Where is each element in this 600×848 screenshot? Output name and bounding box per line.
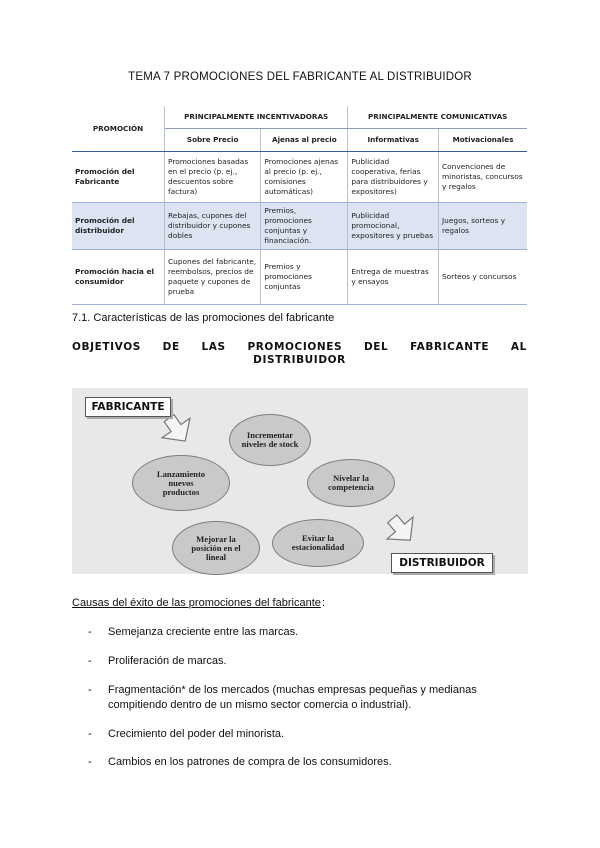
row-header: Promoción del Fabricante [72,152,165,203]
objective-label: Evitar la estacionalidad [291,533,345,552]
source-label-fabricante: FABRICANTE [85,397,171,417]
table-cell: Cupones del fabricante, reembolsos, precios de paquete y cupones de prueba [165,250,261,305]
objective-ellipse [272,519,364,567]
objective-label: Incrementar niveles de stock [241,430,299,449]
causas-heading-colon: : [322,597,326,609]
objectives-diagram [72,388,528,574]
objective-ellipse [132,455,230,511]
table-cell: Premios y promociones conjuntas [261,250,348,305]
list-item-text: Cambios en los patrones de compra de los consumidores. [108,756,392,768]
objective-ellipse [172,521,260,575]
document-title: TEMA 7 PROMOCIONES DEL FABRICANTE AL DISTRIBUIDOR [128,71,472,83]
objectives-title-word: FABRICANTE [410,341,490,353]
objectives-title-word: LAS [201,341,226,353]
group-header-comunicativas: PRINCIPALMENTE COMUNICATIVAS [348,106,527,129]
objectives-title-word: DE [162,341,180,353]
objectives-title-word: DEL [363,341,389,353]
objective-ellipse [307,459,395,507]
table-cell: Publicidad promocional, expositores y pruebas [348,203,439,250]
list-item-text: Fragmentación* de los mercados (muchas empresas pequeñas y medianas compitiendo dentro de un mismo sector comercia o industrial). [108,684,477,711]
table-row [72,203,527,250]
promotions-table [72,106,527,305]
objectives-title-line2: DISTRIBUIDOR [253,354,346,366]
objectives-title-word: OBJETIVOS [72,341,141,353]
objective-ellipse [229,414,311,466]
causas-heading: Causas del éxito de las promociones del fabricante [72,597,321,609]
objective-label: Mejorar la posición en el lineal [191,533,241,562]
list-item-text: Proliferación de marcas. [108,655,227,667]
table-cell: Promociones ajenas al precio (p. ej., comisiones automáticas) [261,152,348,203]
table-cell: Sorteos y concursos [438,250,527,305]
table-corner-header: PROMOCIÓN [72,106,165,152]
bullet-dash: - [88,626,92,638]
table-cell: Publicidad cooperativa, ferias para distribuidores y expositores) [348,152,439,203]
objective-label: Lanzamiento nuevos productos [156,468,206,497]
row-header: Promoción del distribuidor [72,203,165,250]
table-cell: Promociones basadas en el precio (p. ej., descuentos sobre factura) [165,152,261,203]
objectives-title-word: AL [510,341,527,353]
target-label-distribuidor: DISTRIBUIDOR [391,553,493,573]
bullet-dash: - [88,684,92,696]
table-cell: Premios, promociones conjuntas y financiación. [261,203,348,250]
list-item-text: Semejanza creciente entre las marcas. [108,626,299,638]
row-header: Promoción hacia el consumidor [72,250,165,305]
column-header: Sobre Precio [165,129,261,152]
objective-label: Nivelar la competencia [328,473,374,492]
column-header: Motivacionales [438,129,527,152]
section-heading: 7.1. Características de las promociones del fabricante [72,312,335,324]
bullet-dash: - [88,655,92,667]
table-row [72,152,527,203]
column-header: Ajenas al precio [261,129,348,152]
column-header: Informativas [348,129,439,152]
table-cell: Entrega de muestras y ensayos [348,250,439,305]
arrow-to-distribuidor [379,508,423,551]
group-header-incentivadoras: PRINCIPALMENTE INCENTIVADORAS [165,106,348,129]
table-cell: Convenciones de minoristas, concursos y regalos [438,152,527,203]
objectives-title [72,341,527,366]
bullet-dash: - [88,728,92,740]
table-cell: Rebajas, cupones del distribuidor y cupones dobles [165,203,261,250]
list-item-text: Crecimiento del poder del minorista. [108,728,285,740]
table-row [72,250,527,305]
objectives-title-word: PROMOCIONES [247,341,343,353]
bullet-dash: - [88,756,92,768]
table-cell: Juegos, sorteos y regalos [438,203,527,250]
